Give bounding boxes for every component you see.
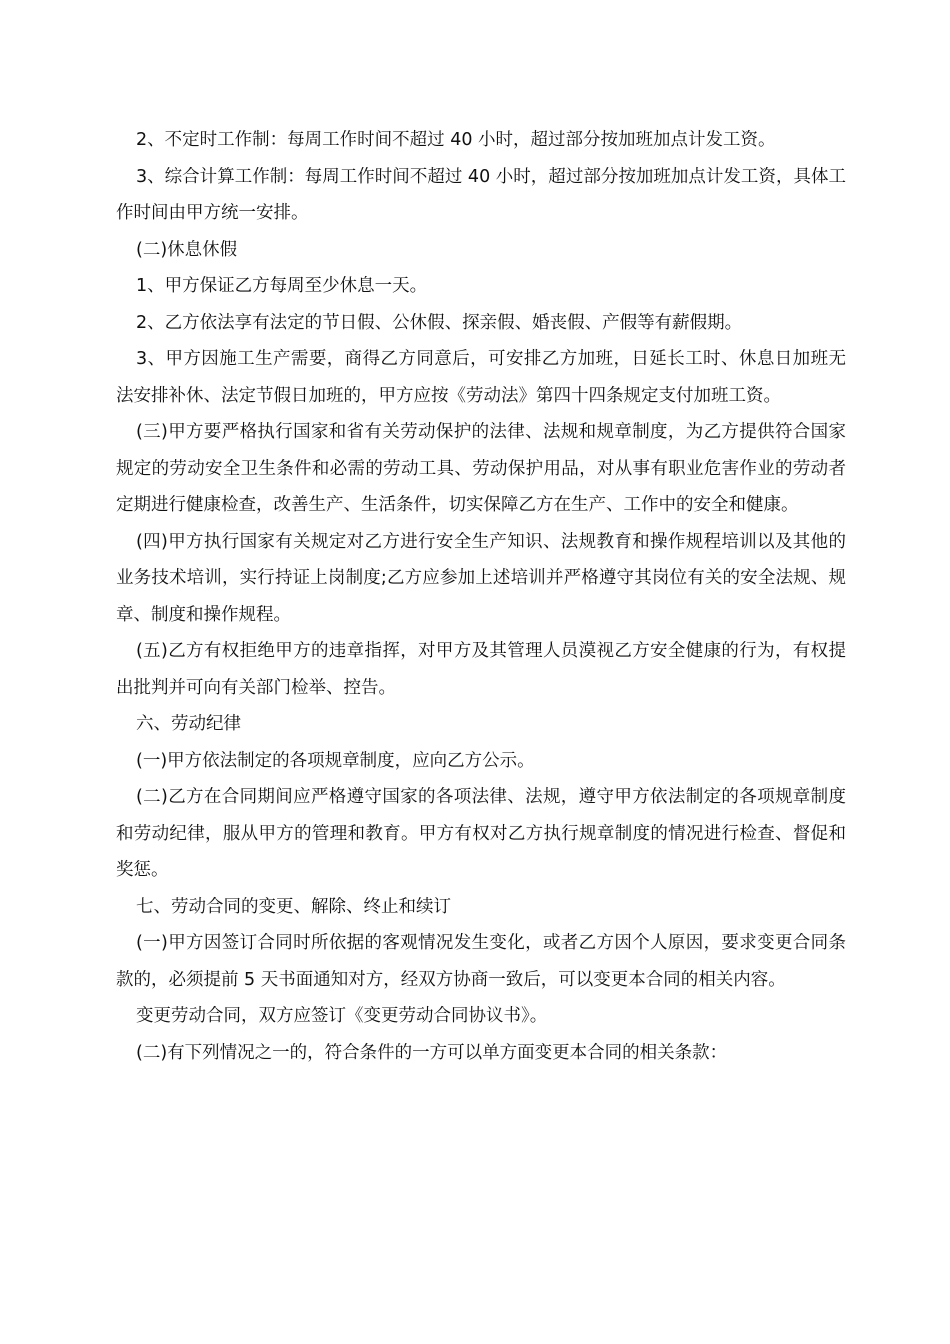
paragraph-paid-holidays: 2、乙方依法享有法定的节日假、公休假、探亲假、婚丧假、产假等有薪假期。 <box>136 312 743 333</box>
paragraph-rules-publicity: (一)甲方依法制定的各项规章制度，应向乙方公示。 <box>136 750 535 771</box>
paragraph-compliance: (二)乙方在合同期间应严格遵守国家的各项法律、法规，遵守甲方依法制定的各项规章制度和劳动纪律，服从甲方的管理和教育。甲方有权对乙方执行规章制度的情况进行检查、督促和奖惩。 <box>116 787 846 880</box>
paragraph-overtime: 3、甲方因施工生产需要，商得乙方同意后，可安排乙方加班，日延长工时、休息日加班无法安排补休、法定节假日加班的，甲方应按《劳动法》第四十四条规定支付加班工资。 <box>116 349 846 406</box>
paragraph-comprehensive-hours: 3、综合计算工作制：每周工作时间不超过 40 小时，超过部分按加班加点计发工资，具体工作时间由甲方统一安排。 <box>116 166 846 223</box>
section-heading-labor-discipline: 六、劳动纪律 <box>136 714 241 734</box>
section-heading-contract-changes: 七、劳动合同的变更、解除、终止和续订 <box>136 896 451 917</box>
paragraph-modification-agreement: 变更劳动合同，双方应签订《变更劳动合同协议书》。 <box>136 1006 548 1026</box>
document-body <box>116 122 846 1071</box>
paragraph-contract-modification: (一)甲方因签订合同时所依据的客观情况发生变化，或者乙方因个人原因，要求变更合同条款的，必须提前 5 天书面通知对方，经双方协商一致后，可以变更本合同的相关内容。 <box>116 933 846 990</box>
paragraph-weekly-rest: 1、甲方保证乙方每周至少休息一天。 <box>136 276 428 296</box>
paragraph-right-to-refuse: (五)乙方有权拒绝甲方的违章指挥，对甲方及其管理人员漠视乙方安全健康的行为，有权提出批判并可向有关部门检举、控告。 <box>116 641 846 698</box>
paragraph-unilateral-change: (二)有下列情况之一的，符合条件的一方可以单方面变更本合同的相关条款： <box>136 1042 728 1063</box>
paragraph-safety-training: (四)甲方执行国家有关规定对乙方进行安全生产知识、法规教育和操作规程培训以及其他的业务技术培训，实行持证上岗制度;乙方应参加上述培训并严格遵守其岗位有关的安全法规、规章、制度和操作规程。 <box>116 531 846 625</box>
section-heading-rest-leave: (二)休息休假 <box>136 239 238 260</box>
paragraph-flexible-hours: 2、不定时工作制：每周工作时间不超过 40 小时，超过部分按加班加点计发工资。 <box>136 130 776 150</box>
paragraph-labor-protection: (三)甲方要严格执行国家和省有关劳动保护的法律、法规和规章制度，为乙方提供符合国家规定的劳动安全卫生条件和必需的劳动工具、劳动保护用品，对从事有职业危害作业的劳动者定期进行健康检查，改善生产、生活条件，切实保障乙方在生产、工作中的安全和健康。 <box>116 422 846 515</box>
